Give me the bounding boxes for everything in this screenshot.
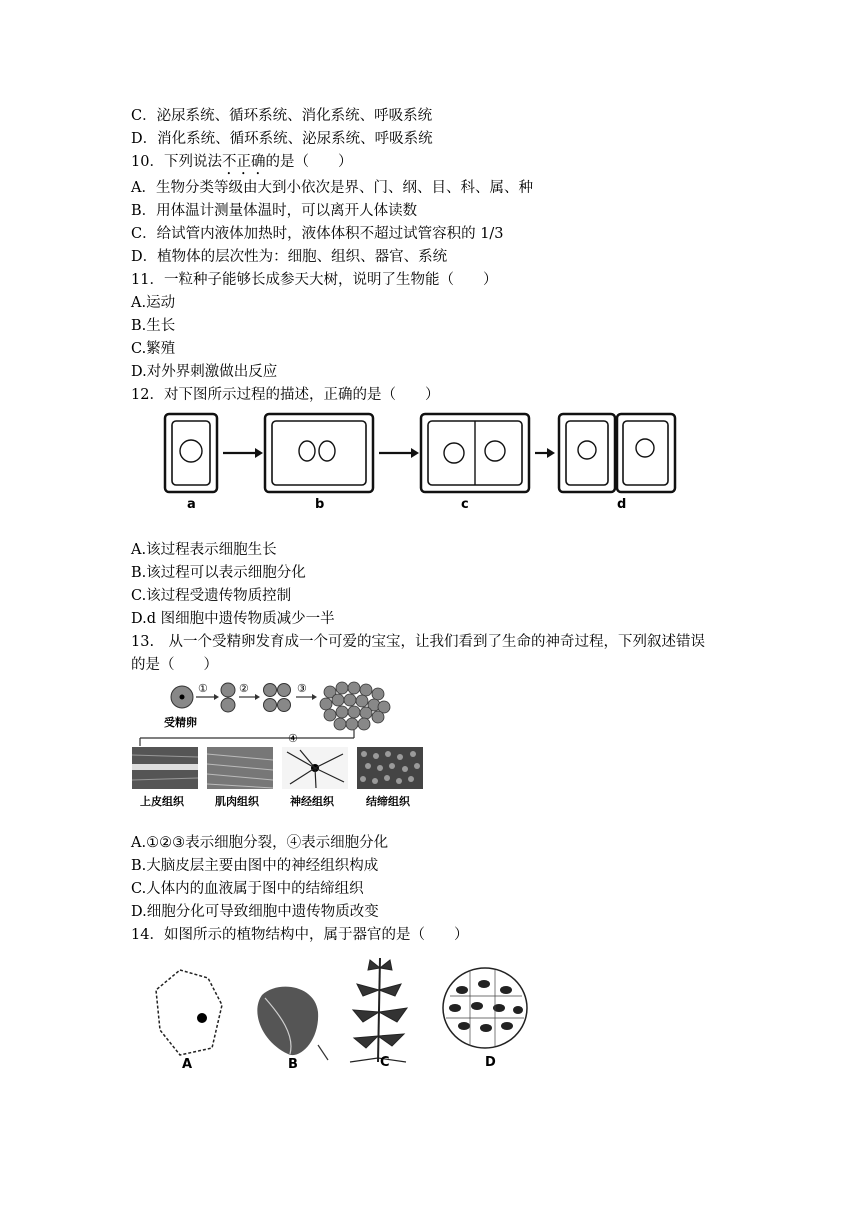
step-2-label: ② (239, 682, 249, 695)
q10-emphasis: 不正确 (221, 154, 266, 170)
nerve-tissue-image (282, 747, 348, 789)
label-C: C (380, 1055, 390, 1070)
q10-stem-part: 的是（ ） (265, 154, 353, 170)
cell-b (265, 414, 373, 492)
q10-stem (131, 152, 352, 178)
leaf-epidermis-drawing (443, 968, 527, 1048)
q12-option-b: B.该过程可以表示细胞分化 (131, 565, 306, 581)
q12-option-a: A.该过程表示细胞生长 (131, 542, 277, 558)
q11-stem: 11．一粒种子能够长成参天大树，说明了生物能（ ） (131, 272, 498, 288)
tissue-label-connective: 结缔组织 (366, 795, 410, 808)
leaf-drawing (257, 987, 328, 1060)
q13-stem-line1: 13. 从一个受精卵发育成一个可爱的宝宝，让我们看到了生命的神奇过程，下列叙述错误 (131, 634, 706, 650)
label-D: D (485, 1055, 496, 1070)
label-B: B (288, 1057, 298, 1072)
q10-option-c: C．给试管内液体加热时，液体体积不超过试管容积的 1/3 (131, 226, 504, 242)
cell-division-figure (155, 408, 690, 520)
label-a: a (187, 497, 196, 512)
cell-c (421, 414, 529, 492)
q11-option-d: D.对外界刺激做出反应 (131, 364, 278, 380)
q13-option-c: C.人体内的血液属于图中的结缔组织 (131, 881, 364, 897)
step-3-label: ③ (297, 682, 307, 695)
cell-a (165, 414, 217, 492)
q10-option-b: B．用体温计测量体温时，可以离开人体读数 (131, 203, 418, 219)
zygote-label: 受精卵 (164, 716, 197, 729)
whole-plant-drawing (350, 958, 407, 1062)
cell-d (559, 414, 675, 492)
label-d: d (617, 497, 627, 512)
step-4-label: ④ (288, 732, 298, 745)
tissue-label-epithelial: 上皮组织 (140, 795, 184, 808)
q12-stem: 12．对下图所示过程的描述，正确的是（ ） (131, 387, 440, 403)
q10-stem-part: 10．下列说法 (131, 154, 222, 170)
tissue-label-nerve: 神经组织 (290, 795, 334, 808)
muscle-tissue-image (207, 747, 273, 789)
epithelial-tissue-image (132, 747, 198, 789)
q11-option-b: B.生长 (131, 318, 176, 334)
q10-option-a: A．生物分类等级由大到小依次是界、门、纲、目、科、属、种 (131, 180, 533, 196)
q12-option-d: D.d 图细胞中遗传物质减少一半 (131, 611, 335, 627)
plant-structures-figure (150, 950, 550, 1072)
q10-option-d: D．植物体的层次性为：细胞、组织、器官、系统 (131, 249, 448, 265)
q11-option-c: C.繁殖 (131, 341, 176, 357)
cell-mass (320, 682, 390, 730)
plant-cell-drawing (156, 970, 222, 1055)
q13-stem-line2: 的是（ ） (131, 657, 218, 673)
step-1-label: ① (198, 682, 208, 695)
q13-option-d: D.细胞分化可导致细胞中遗传物质改变 (131, 904, 379, 920)
q13-option-b: B.大脑皮层主要由图中的神经组织构成 (131, 858, 379, 874)
q9-option-c: C．泌尿系统、循环系统、消化系统、呼吸系统 (131, 108, 433, 124)
label-c: c (461, 497, 469, 512)
q13-option-a: A.①②③表示细胞分裂，④表示细胞分化 (131, 835, 389, 851)
label-A: A (182, 1057, 193, 1072)
tissue-label-muscle: 肌肉组织 (215, 795, 259, 808)
q11-option-a: A.运动 (131, 295, 176, 311)
connective-tissue-image (357, 747, 423, 789)
zygote-development-figure (130, 680, 430, 812)
label-b: b (315, 497, 325, 512)
q12-option-c: C.该过程受遗传物质控制 (131, 588, 292, 604)
q14-stem: 14．如图所示的植物结构中，属于器官的是（ ） (131, 927, 469, 943)
q9-option-d: D．消化系统、循环系统、泌尿系统、呼吸系统 (131, 131, 433, 147)
